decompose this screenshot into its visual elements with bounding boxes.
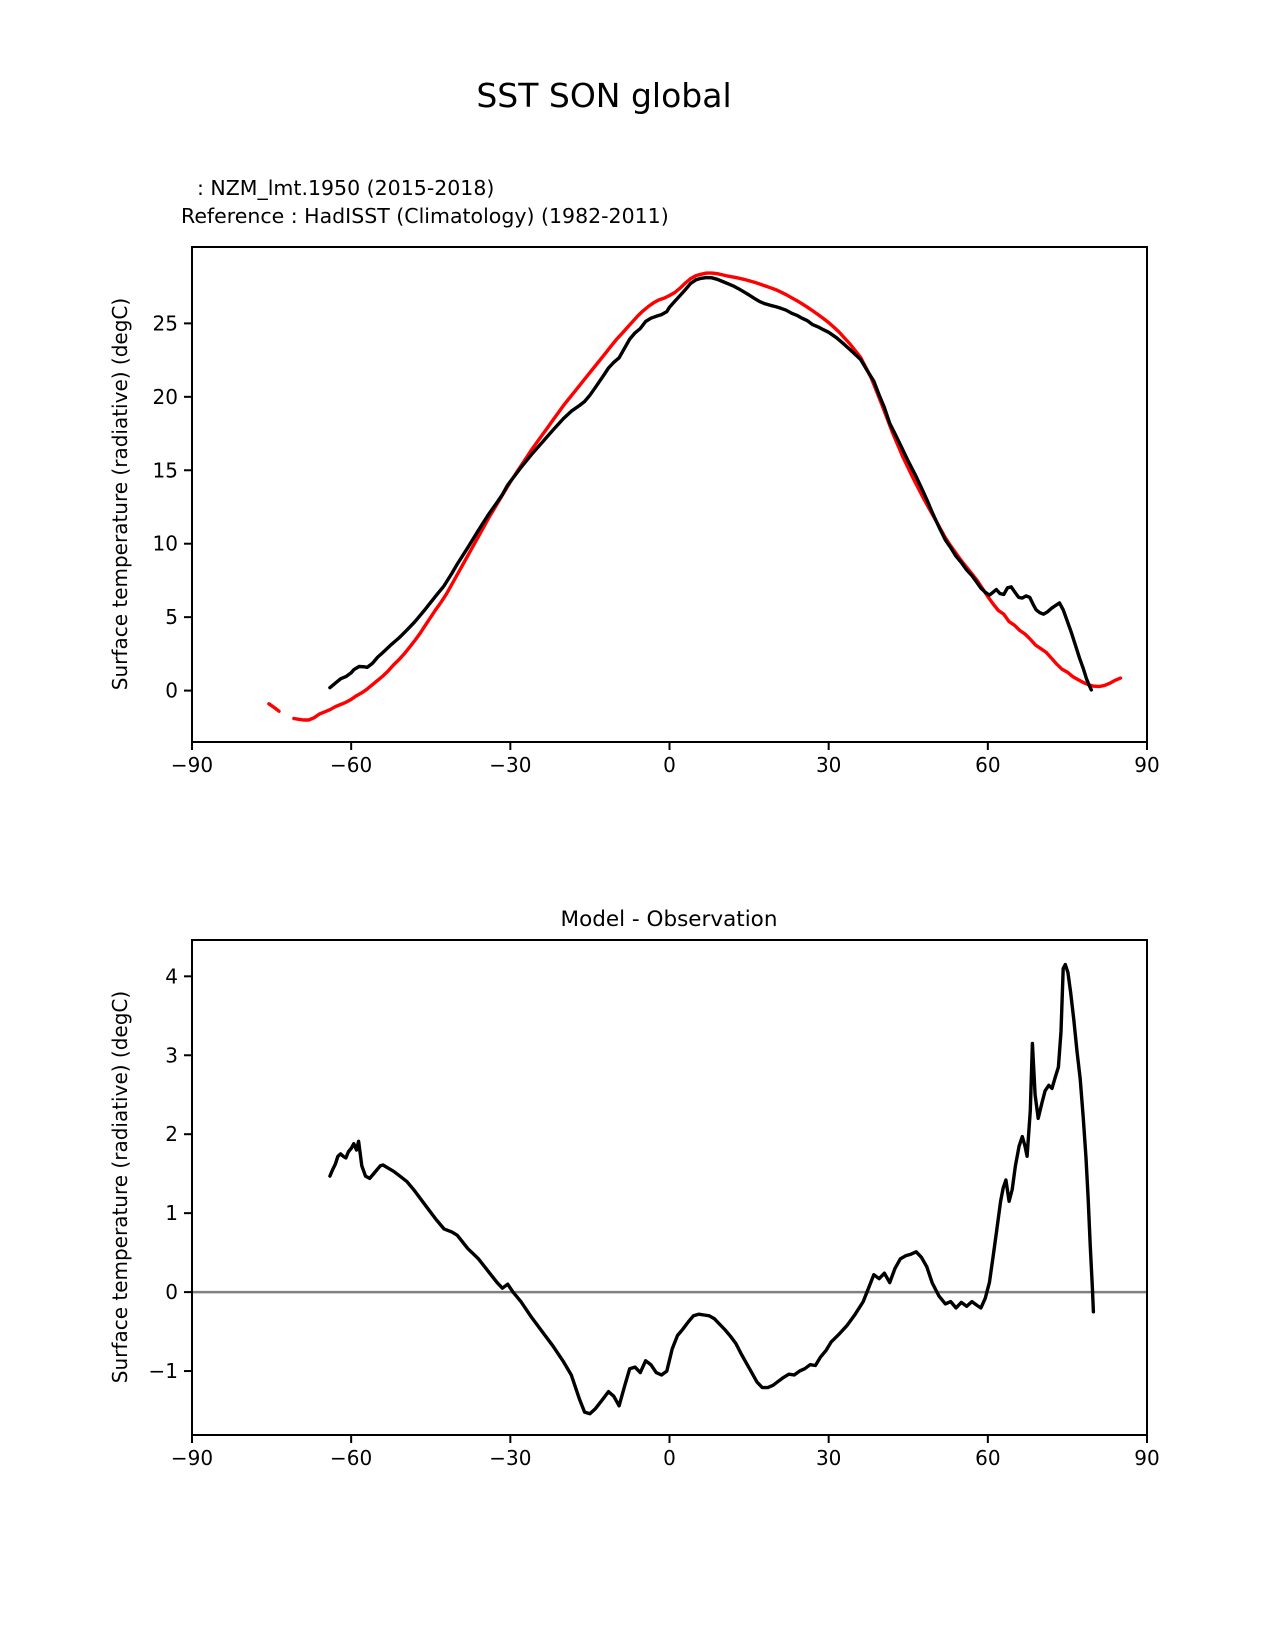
y-tick-label: 10: [152, 531, 178, 556]
y-tick-label: 3: [165, 1043, 178, 1068]
x-tick-label: 0: [663, 1446, 676, 1470]
difference-curve: [330, 965, 1094, 1414]
y-tick-label: 0: [165, 678, 178, 703]
legend-reference-label: Reference : HadISST (Climatology) (1982-2011): [181, 204, 669, 228]
bottom-axes: [149, 940, 1160, 1470]
y-tick-label: 20: [152, 384, 178, 409]
y-tick-label: 5: [165, 605, 178, 630]
figure-title: SST SON global: [476, 76, 732, 115]
x-tick-label: 30: [815, 753, 842, 777]
x-tick-label: 30: [815, 1446, 842, 1470]
x-tick-label: −90: [170, 1446, 214, 1470]
y-tick-label: 15: [152, 458, 178, 483]
y-tick-label: 2: [165, 1122, 178, 1147]
x-tick-label: 90: [1134, 753, 1160, 777]
model-curve: [330, 278, 1091, 690]
x-tick-label: −60: [330, 1446, 373, 1470]
x-tick-label: −30: [489, 1446, 532, 1470]
bottom-y-axis-label: Surface temperature (radiative) (degC): [108, 990, 132, 1384]
axes-frame: [192, 247, 1147, 742]
reference-curve: [269, 704, 279, 711]
x-tick-label: 90: [1134, 1446, 1160, 1470]
top-y-axis-label: Surface temperature (radiative) (degC): [108, 297, 132, 691]
x-tick-label: 0: [663, 753, 676, 777]
x-tick-label: 60: [975, 1446, 1001, 1470]
y-tick-label: 25: [152, 311, 178, 336]
y-tick-label: 4: [165, 964, 178, 989]
top-axes: [153, 247, 1160, 777]
x-tick-label: −30: [489, 753, 532, 777]
bottom-chart-title: Model - Observation: [560, 907, 778, 932]
legend-model-label: : NZM_lmt.1950 (2015-2018): [197, 176, 495, 200]
x-tick-label: 60: [975, 753, 1001, 777]
x-tick-label: −90: [170, 753, 214, 777]
y-tick-label: −1: [148, 1359, 178, 1384]
reference-curve: [294, 273, 1121, 720]
x-tick-label: −60: [330, 753, 373, 777]
y-tick-label: 0: [165, 1280, 178, 1305]
y-tick-label: 1: [165, 1201, 178, 1226]
